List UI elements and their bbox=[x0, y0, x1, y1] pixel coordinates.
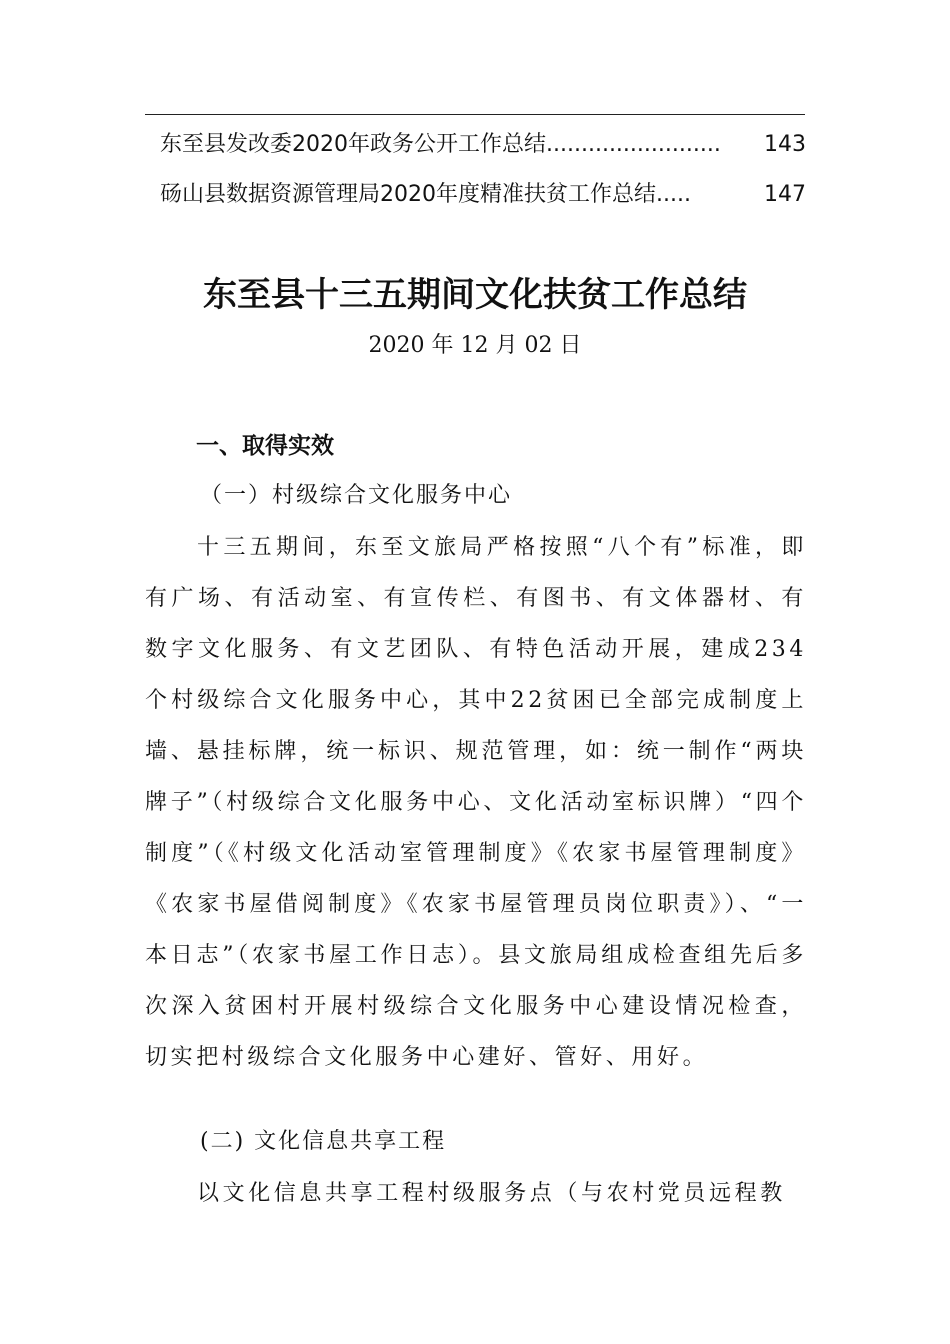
toc-entry-title: 东至县发改委2020年政务公开工作总结 bbox=[160, 132, 546, 157]
top-divider bbox=[145, 114, 805, 115]
subsection-heading: (二) 文化信息共享工程 bbox=[200, 1129, 447, 1154]
toc-entry-page: 147 bbox=[762, 180, 806, 210]
toc-entry[interactable] bbox=[160, 130, 806, 160]
subsection-heading: （一）村级综合文化服务中心 bbox=[200, 483, 513, 508]
body-paragraph: 十三五期间，东至文旅局严格按照“八个有”标准，即有广场、有活动室、有宣传栏、有图书、有文体器材、有数字文化服务、有文艺团队、有特色活动开展，建成234个村级综合文化服务中心，其中22贫困已全部完成制度上墙、悬挂标牌，统一标识、规范管理，如：统一制作“两块牌子”（村级综合文化服务中心、文化活动室标识牌）“四个制度”（《村级文化活动室管理制度》《农家书屋管理制度》《农家书屋借阅制度》《农家书屋管理员岗位职责》）、“一本日志”（农家书屋工作日志）。县文旅局组成检查组先后多次深入贫困村开展村级综合文化服务中心建设情况检查，切实把村级综合文化服务中心建好、管好、用好。 bbox=[145, 535, 807, 1070]
toc-entry-page: 143 bbox=[762, 130, 806, 160]
section-heading: 一、取得实效 bbox=[196, 433, 334, 459]
toc-entry[interactable] bbox=[160, 180, 806, 210]
toc-entry-leader: ......................... bbox=[546, 132, 721, 157]
body-paragraph: 以文化信息共享工程村级服务点（与农村党员远程教 bbox=[197, 1181, 786, 1206]
toc-entry-title: 砀山县数据资源管理局2020年度精准扶贫工作总结 bbox=[160, 182, 656, 207]
document-title: 东至县十三五期间文化扶贫工作总结 bbox=[203, 275, 747, 315]
document-date: 2020 年 12 月 02 日 bbox=[368, 333, 582, 358]
toc-entry-leader: ..... bbox=[656, 182, 691, 207]
